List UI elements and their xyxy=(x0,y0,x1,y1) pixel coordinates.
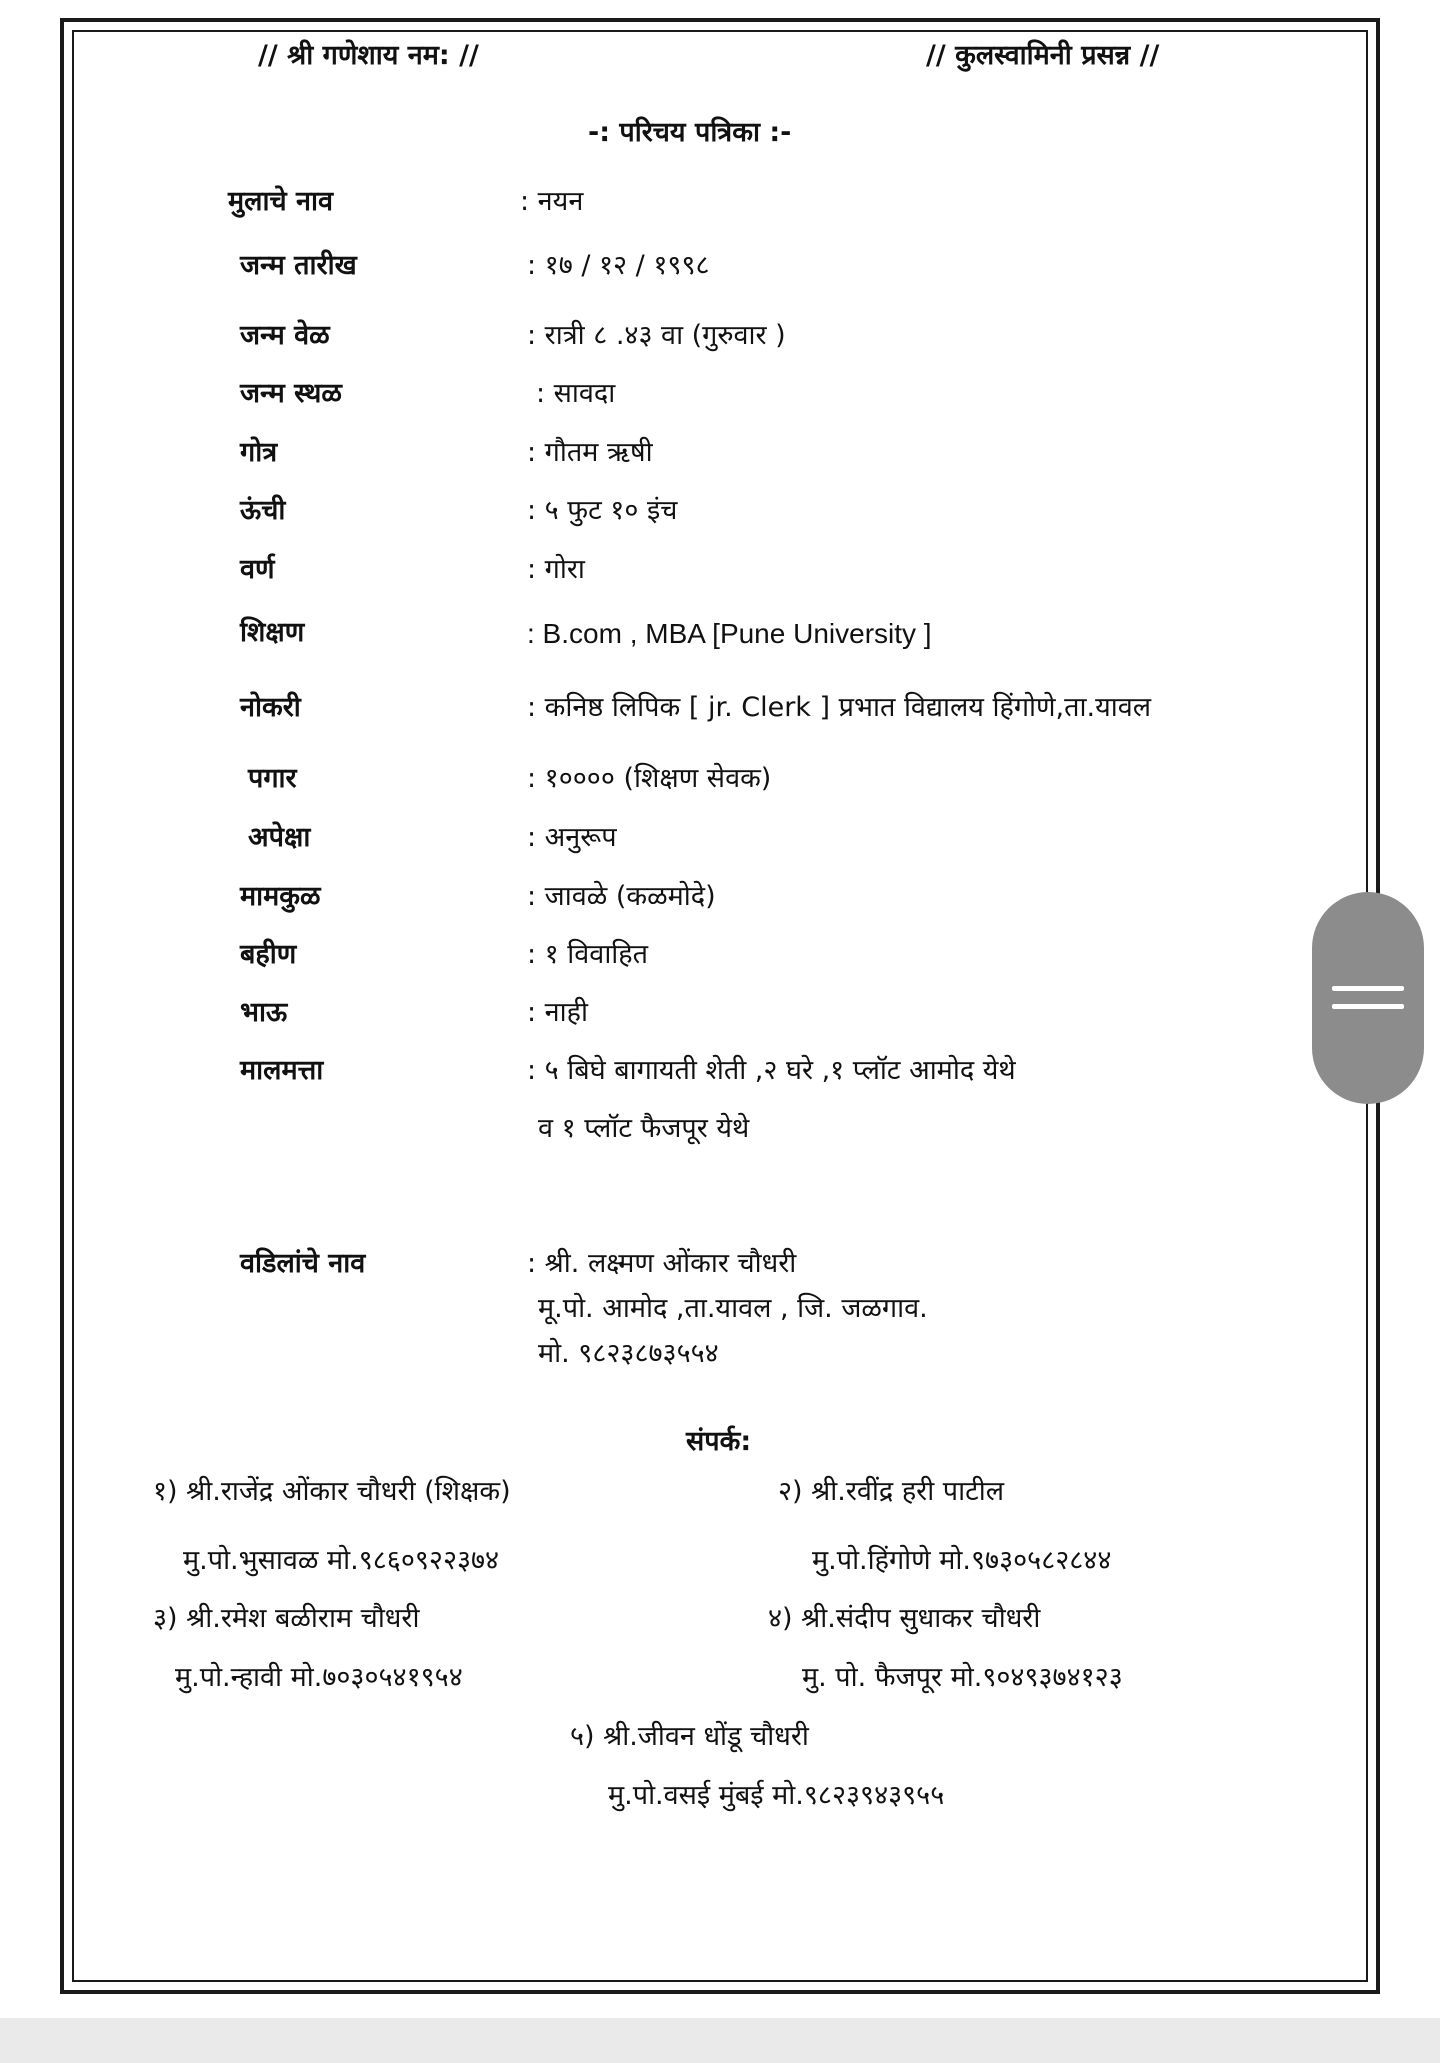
contact-2-detail: मु.पो.हिंगोणे मो.९७३०५८२८४४ xyxy=(812,1545,1112,1576)
invocation-left: // श्री गणेशाय नम: // xyxy=(258,40,479,71)
field-value-maternal-family: : जावळे (कळमोदे) xyxy=(527,881,716,912)
field-value-birth-date: : १७ / १२ / १९९८ xyxy=(527,250,710,281)
field-value-height: : ५ फुट १० इंच xyxy=(527,495,678,526)
field-label-job: नोकरी xyxy=(240,692,301,723)
grip-line-icon xyxy=(1332,986,1404,991)
field-label-maternal-family: मामकुळ xyxy=(240,881,321,912)
field-label-birth-time: जन्म वेळ xyxy=(240,320,330,351)
document-title: -: परिचय पत्रिका :- xyxy=(588,117,792,148)
contact-2-name: २) श्री.रवींद्र हरी पाटील xyxy=(778,1476,1005,1507)
contact-4-name: ४) श्री.संदीप सुधाकर चौधरी xyxy=(768,1603,1041,1634)
field-value-expectation: : अनुरूप xyxy=(527,822,617,853)
field-label-salary: पगार xyxy=(248,763,297,794)
contact-1-name: १) श्री.राजेंद्र ओंकार चौधरी (शिक्षक) xyxy=(153,1476,511,1507)
contacts-heading: संपर्क: xyxy=(686,1426,752,1457)
father-name: : श्री. लक्ष्मण ओंकार चौधरी xyxy=(527,1248,797,1279)
field-label-birth-place: जन्म स्थळ xyxy=(240,378,342,409)
field-value-property-line2: व १ प्लॉट फैजपूर येथे xyxy=(538,1113,750,1144)
field-value-property: : ५ बिघे बागायती शेती ,२ घरे ,१ प्लॉट आमोद येथे xyxy=(527,1055,1016,1086)
field-value-job: : कनिष्ठ लिपिक [ jr. Clerk ] प्रभात विद्यालय हिंगोणे,ता.यावल xyxy=(527,692,1152,723)
father-phone: मो. ९८२३८७३५५४ xyxy=(538,1338,719,1369)
bottom-bar xyxy=(0,2018,1440,2063)
field-value-sister: : १ विवाहित xyxy=(527,939,649,970)
field-label-education: शिक्षण xyxy=(240,617,305,648)
field-label-complexion: वर्ण xyxy=(240,554,275,585)
contact-3-name: ३) श्री.रमेश बळीराम चौधरी xyxy=(153,1603,420,1634)
field-value-birth-place: : सावदा xyxy=(536,378,616,409)
field-label-sister: बहीण xyxy=(240,939,297,970)
field-value-name: : नयन xyxy=(520,186,584,217)
contact-5-detail: मु.पो.वसई मुंबई मो.९८२३९४३९५५ xyxy=(608,1780,945,1811)
field-label-brother: भाऊ xyxy=(240,997,288,1028)
invocation-right: // कुलस्वामिनी प्रसन्न // xyxy=(926,40,1160,71)
father-label: वडिलांचे नाव xyxy=(240,1248,366,1279)
field-label-gotra: गोत्र xyxy=(240,437,278,468)
field-value-salary: : १०००० (शिक्षण सेवक) xyxy=(527,763,772,794)
field-label-birth-date: जन्म तारीख xyxy=(240,250,357,281)
field-label-property: मालमत्ता xyxy=(240,1055,324,1086)
grip-line-icon xyxy=(1332,1004,1404,1009)
contact-4-detail: मु. पो. फैजपूर मो.९०४९३७४१२३ xyxy=(802,1662,1123,1693)
field-value-gotra: : गौतम ऋषी xyxy=(527,437,653,468)
father-address: मू.पो. आमोद ,ता.यावल , जि. जळगाव. xyxy=(538,1293,928,1324)
contact-3-detail: मु.पो.न्हावी मो.७०३०५४१९५४ xyxy=(175,1662,463,1693)
field-label-height: ऊंची xyxy=(240,495,286,526)
field-value-brother: : नाही xyxy=(527,997,588,1028)
field-label-name: मुलाचे नाव xyxy=(228,186,333,217)
field-value-complexion: : गोरा xyxy=(527,554,585,585)
contact-5-name: ५) श्री.जीवन धोंडू चौधरी xyxy=(570,1721,809,1752)
contact-1-detail: मु.पो.भुसावळ मो.९८६०९२२३७४ xyxy=(183,1545,500,1576)
field-value-birth-time: : रात्री ८ .४३ वा (गुरुवार ) xyxy=(527,320,786,351)
field-label-expectation: अपेक्षा xyxy=(248,822,311,853)
scroll-handle[interactable] xyxy=(1312,892,1424,1104)
field-value-education: : B.com , MBA [Pune University ] xyxy=(527,618,932,649)
